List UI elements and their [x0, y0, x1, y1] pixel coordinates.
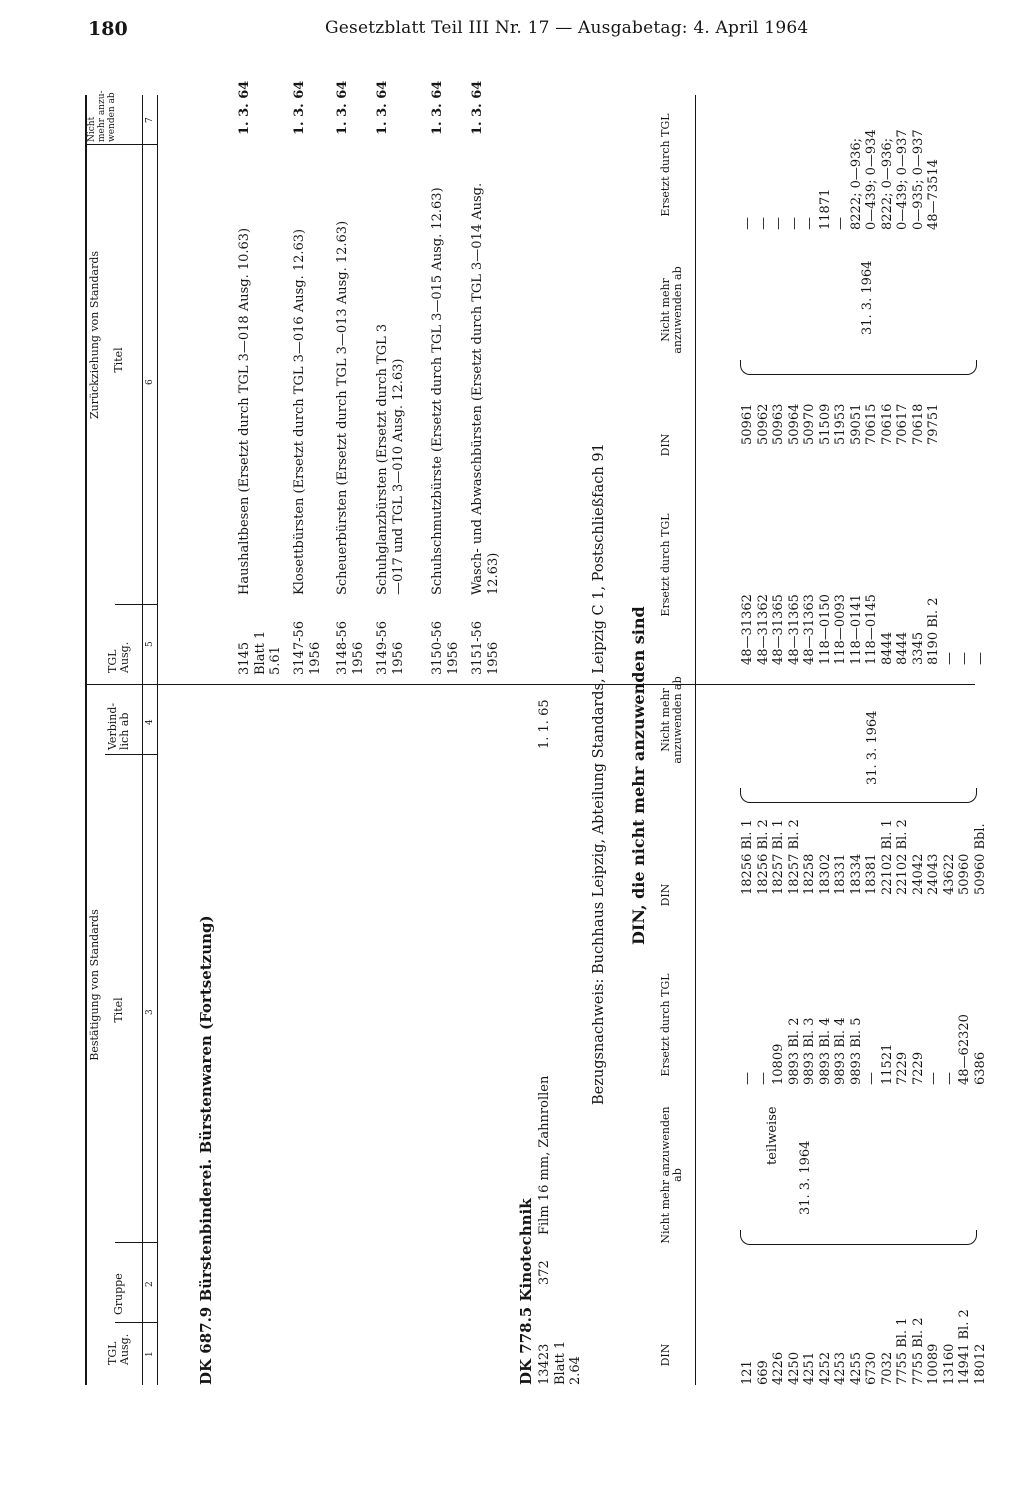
tgl-replacement: —: [864, 1072, 879, 1085]
din-header-nicht-mehr-2: Nicht mehr anzuwenden ab: [659, 676, 684, 764]
tgl-replacement: —: [833, 217, 848, 230]
tgl-replacement: 9893 Bl. 5: [848, 1017, 864, 1085]
row-tgl: 3150-56 1956: [430, 620, 461, 675]
din-col1-tgl: [740, 1014, 988, 1085]
din-number: 4250: [786, 1351, 802, 1385]
din-header-din: DIN: [659, 1343, 672, 1367]
col-divider: [115, 1322, 157, 1323]
header-gruppe: Gruppe: [112, 1273, 125, 1315]
din-number: 14941 Bl. 2: [957, 1309, 972, 1385]
din-number: 50964: [786, 403, 802, 445]
din-number: 22102 Bl. 2: [895, 819, 910, 895]
tgl-replacement: 0—439; 0—934: [864, 129, 879, 230]
row-date: 1. 3. 64: [292, 80, 307, 135]
col-num-3: 3: [145, 1009, 155, 1015]
header-rule: [142, 95, 143, 1385]
tgl-replacement: 48—31362: [740, 594, 755, 665]
tgl-replacement: —: [957, 652, 972, 665]
din-number: 18256 Bl. 2: [755, 819, 771, 895]
tgl-replacement: —: [941, 1072, 957, 1085]
row-title: Haushaltbesen (Ersetzt durch TGL 3—018 Ausg. 10.63): [237, 227, 252, 595]
group-bestaetigung: Bestätigung von Standards: [88, 909, 101, 1061]
kino-tgl: 13423 Blatt 1 2.64: [537, 1340, 583, 1385]
din-number: 4253: [833, 1351, 848, 1385]
header-tgl: TGL Ausg.: [106, 1333, 131, 1365]
row-title: Klosettbürsten (Ersetzt durch TGL 3—016 Ausg. 12.63): [292, 228, 307, 595]
din-col3-tgl: [740, 129, 942, 230]
din-number: 18381: [864, 853, 879, 895]
row-tgl: 3149-56 1956: [375, 620, 406, 675]
din-header-ersetzt-3: Ersetzt durch TGL: [659, 113, 672, 217]
kino-verbindlich: 1. 1. 65: [537, 699, 552, 749]
section-heading-kinotechnik: DK 778.5 Kinotechnik: [517, 1198, 535, 1385]
din-header-ersetzt-2: Ersetzt durch TGL: [659, 513, 672, 617]
tgl-replacement: —: [740, 1072, 755, 1085]
row-title: Wasch- und Abwaschbürsten (Ersetzt durch TGL 3—014 Ausg. 12.63): [470, 182, 501, 595]
din-header-din-3: DIN: [659, 433, 672, 457]
tgl-replacement: 9893 Bl. 3: [802, 1017, 817, 1085]
din-number: 18012: [972, 1343, 988, 1385]
din-number: 70618: [910, 403, 926, 445]
din-number: 4252: [817, 1351, 833, 1385]
section-heading-buersten: DK 687.9 Bürstenbinderei. Bürstenwaren (Fortsetzung): [197, 915, 215, 1385]
din-number: 10089: [926, 1343, 941, 1385]
din-date-3: 31. 3. 1964: [860, 260, 875, 335]
din-header-ersetzt: Ersetzt durch TGL: [659, 973, 672, 1077]
tgl-replacement: 10809: [771, 1043, 786, 1085]
tgl-replacement: 48—31363: [802, 594, 817, 665]
din-number: 669: [755, 1360, 771, 1385]
row-tgl: 3151-56 1956: [470, 620, 501, 675]
row-title: Scheuerbürsten (Ersetzt durch TGL 3—013 Ausg. 12.63): [335, 220, 350, 595]
din-number: 18302: [817, 853, 833, 895]
header-titel: Titel: [112, 997, 125, 1023]
tgl-replacement: 6386: [972, 1051, 988, 1085]
din-number: 59051: [848, 403, 864, 445]
tgl-replacement: 118—0141: [848, 594, 864, 665]
header-nicht-mehr: Nicht mehr anzu-wenden ab: [87, 90, 117, 142]
tgl-replacement: 48—62320: [957, 1014, 972, 1085]
tgl-replacement: —: [802, 217, 817, 230]
page-title: Gesetzblatt Teil III Nr. 17 — Ausgabetag: 4. April 1964: [325, 18, 809, 38]
row-date: 1. 3. 64: [470, 80, 485, 135]
din-number: 50960 Bbl.: [972, 823, 988, 895]
row-date: 1. 3. 64: [335, 80, 350, 135]
tgl-replacement: —: [972, 652, 988, 665]
header-titel-2: Titel: [112, 347, 125, 373]
din-number: 50961: [740, 403, 755, 445]
tgl-replacement: —: [941, 652, 957, 665]
din-number: 24043: [926, 853, 941, 895]
row-title: Schuhschmutzbürste (Ersetzt durch TGL 3—015 Ausg. 12.63): [430, 187, 445, 595]
din-number: 51953: [833, 403, 848, 445]
tgl-replacement: 8190 Bl. 2: [926, 597, 941, 665]
din-number: 50963: [771, 403, 786, 445]
tgl-replacement: 3345: [910, 631, 926, 665]
din-number: 18257 Bl. 1: [771, 819, 786, 895]
tgl-replacement: —: [786, 217, 802, 230]
din-number: 4226: [771, 1351, 786, 1385]
tgl-replacement: —: [771, 217, 786, 230]
tgl-replacement: 48—73514: [926, 159, 941, 230]
din-number: 7032: [879, 1351, 895, 1385]
din-header-nicht-mehr: Nicht mehr anzuwenden ab: [659, 1106, 684, 1244]
din-header-din-2: DIN: [659, 883, 672, 907]
tgl-replacement: 8222; 0—936;: [879, 137, 895, 230]
din-header-rule: [695, 95, 696, 1385]
din-number: 51509: [817, 403, 833, 445]
number-rule: [157, 95, 158, 1385]
header-tgl-ausg: TGL Ausg.: [106, 641, 131, 673]
din-number: 121: [740, 1360, 755, 1385]
tgl-replacement: 8222; 0—936;: [848, 137, 864, 230]
tgl-replacement: —: [755, 1072, 771, 1085]
tgl-replacement: 11521: [879, 1043, 895, 1085]
tgl-replacement: 9893 Bl. 4: [817, 1017, 833, 1085]
din-number: 22102 Bl. 1: [879, 819, 895, 895]
tgl-replacement: 7229: [910, 1051, 926, 1085]
din-number: 43622: [941, 853, 957, 895]
bracket: [740, 788, 977, 803]
din-number: 50962: [755, 403, 771, 445]
din-number: 79751: [926, 403, 941, 445]
din-number: 7755 Bl. 1: [895, 1317, 910, 1385]
din-number: 18258: [802, 853, 817, 895]
tgl-replacement: 9893 Bl. 2: [786, 1017, 802, 1085]
din-number: 50960: [957, 853, 972, 895]
tgl-replacement: —: [755, 217, 771, 230]
tgl-replacement: 9893 Bl. 4: [833, 1017, 848, 1085]
row-title: Schuhglanzbürsten (Ersetzt durch TGL 3—017 und TGL 3—010 Ausg. 12.63): [375, 323, 406, 595]
col-num-1: 1: [145, 1351, 155, 1357]
page-number: 180: [88, 18, 128, 40]
row-tgl: 3145 Blatt 1 5.61: [237, 630, 283, 675]
din-number: 4255: [848, 1351, 864, 1385]
din-header-nicht-mehr-3: Nicht mehr anzuwenden ab: [659, 266, 684, 354]
col-divider: [85, 144, 157, 145]
kino-titel: Film 16 mm, Zahnrollen: [537, 1075, 552, 1235]
din-number: 18256 Bl. 1: [740, 819, 755, 895]
header-verbindlich: Verbind-lich ab: [106, 702, 131, 750]
col-divider: [115, 604, 157, 605]
row-date: 1. 3. 64: [430, 80, 445, 135]
din-number: 50970: [802, 403, 817, 445]
tgl-replacement: 0—439; 0—937: [895, 129, 910, 230]
din-number: 18257 Bl. 2: [786, 819, 802, 895]
din-number: 18334: [848, 853, 864, 895]
kino-gruppe: 372: [537, 1260, 552, 1285]
din-number: 13160: [941, 1343, 957, 1385]
tgl-replacement: 8444: [895, 631, 910, 665]
tgl-replacement: 7229: [895, 1051, 910, 1085]
bracket: [740, 360, 977, 375]
row-date: 1. 3. 64: [375, 80, 390, 135]
tgl-replacement: 118—0093: [833, 594, 848, 665]
din-number: 6730: [864, 1351, 879, 1385]
din-number: 70616: [879, 403, 895, 445]
tgl-replacement: 8444: [879, 631, 895, 665]
din-col2-tgl: [740, 594, 988, 665]
rotated-content: [85, 5, 988, 1385]
tgl-replacement: 118—0150: [817, 594, 833, 665]
din-number: 4251: [802, 1351, 817, 1385]
col-num-4: 4: [145, 719, 155, 725]
row-date: 1. 3. 64: [237, 80, 252, 135]
tgl-replacement: —: [740, 217, 755, 230]
din-col2-din: [740, 819, 988, 895]
col-num-6: 6: [145, 379, 155, 385]
col-num-2: 2: [145, 1281, 155, 1287]
tgl-replacement: 48—31362: [755, 594, 771, 665]
bezugsnachweis: Bezugsnachweis: Buchhaus Leipzig, Abteilung Standards, Leipzig C 1, Postschließfach 91: [591, 443, 607, 1105]
din-date-1: 31. 3. 1964: [798, 1140, 813, 1215]
din-heading: DIN, die nicht mehr anzuwenden sind: [629, 606, 648, 945]
top-rule: [85, 95, 87, 1385]
din-col3-din: [740, 404, 942, 445]
din-number: 18331: [833, 853, 848, 895]
row-tgl: 3147-56 1956: [292, 620, 323, 675]
tgl-replacement: 48—31365: [786, 594, 802, 665]
din-number: 7755 Bl. 2: [910, 1317, 926, 1385]
din-col1-din: [740, 1309, 988, 1385]
col-divider: [85, 684, 975, 685]
din-number: 70617: [895, 403, 910, 445]
col-divider: [115, 1242, 157, 1243]
group-zurueck: Zurückziehung von Standards: [88, 250, 101, 420]
teilweise-label: teilweise: [765, 1106, 780, 1165]
din-date-2: 31. 3. 1964: [865, 710, 880, 785]
din-number: 24042: [910, 853, 926, 895]
col-num-5: 5: [145, 641, 155, 647]
row-tgl: 3148-56 1956: [335, 620, 366, 675]
tgl-replacement: 11871: [817, 188, 833, 230]
tgl-replacement: 48—31365: [771, 594, 786, 665]
col-num-7: 7: [145, 117, 155, 123]
col-divider: [105, 754, 157, 755]
tgl-replacement: 118—0145: [864, 594, 879, 665]
tgl-replacement: —: [926, 1072, 941, 1085]
tgl-replacement: 0—935; 0—937: [910, 129, 926, 230]
din-number: 70615: [864, 403, 879, 445]
bracket: [740, 1230, 977, 1245]
